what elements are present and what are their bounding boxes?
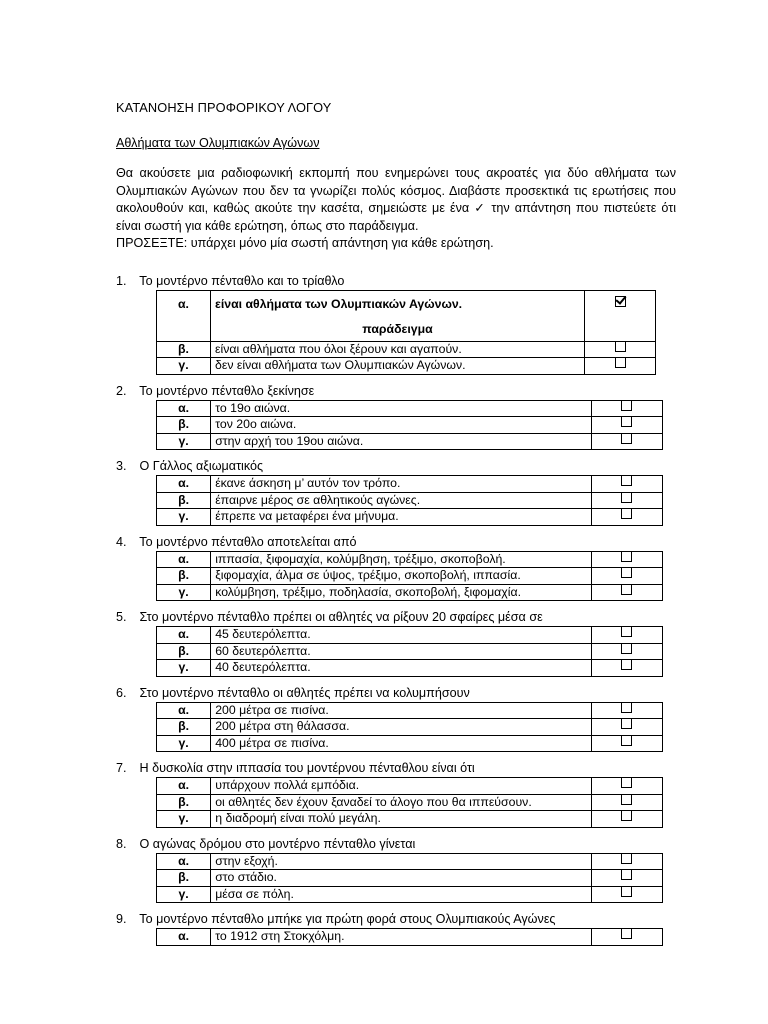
option-row <box>157 794 663 811</box>
option-row <box>157 417 663 434</box>
option-letter: α. <box>157 476 211 493</box>
option-row <box>157 929 663 946</box>
option-text: 60 δευτερόλεπτα. <box>211 643 592 660</box>
question-number: 3. <box>116 459 127 473</box>
option-row <box>157 568 663 585</box>
option-text: 400 μέτρα σε πισίνα. <box>211 735 592 752</box>
answer-cell <box>591 643 662 660</box>
question-number: 1. <box>116 273 127 288</box>
question-3 <box>116 458 676 526</box>
option-row <box>157 870 663 887</box>
options-table <box>156 702 663 753</box>
options-table <box>156 928 663 946</box>
option-row <box>157 719 663 736</box>
answer-cell <box>591 853 662 870</box>
option-text: το 19ο αιώνα. <box>211 400 592 417</box>
question-number: 4. <box>116 534 127 549</box>
option-text: στην αρχή του 19ου αιώνα. <box>211 433 592 450</box>
option-text: έκανε άσκηση μ’ αυτόν τον τρόπο. <box>211 476 592 493</box>
checkbox-icon[interactable] <box>621 928 632 939</box>
question-prompt: Ο αγώνας δρόμου στο μοντέρνο πένταθλο γίνεται <box>136 836 416 851</box>
option-row <box>157 358 656 375</box>
checkbox-icon[interactable] <box>621 810 632 821</box>
option-text: τον 20ο αιώνα. <box>211 417 592 434</box>
question-1 <box>116 273 676 375</box>
answer-cell <box>585 341 656 358</box>
options-table <box>156 475 663 526</box>
option-letter: α. <box>157 290 211 341</box>
checkbox-icon[interactable] <box>621 718 632 729</box>
option-letter: α. <box>157 627 211 644</box>
question-7 <box>116 760 676 828</box>
option-row <box>157 735 663 752</box>
checkbox-icon[interactable] <box>621 584 632 595</box>
option-text: έπαιρνε μέρος σε αθλητικούς αγώνες. <box>211 492 592 509</box>
option-row <box>157 476 663 493</box>
checked-checkbox-icon[interactable] <box>615 296 626 307</box>
checkbox-icon[interactable] <box>621 551 632 562</box>
options-table <box>156 551 663 602</box>
question-6 <box>116 685 676 753</box>
checkbox-icon[interactable] <box>621 794 632 805</box>
question-text <box>116 685 676 702</box>
option-letter: γ. <box>157 584 211 601</box>
option-letter: γ. <box>157 509 211 526</box>
question-prompt: Το μοντέρνο πένταθλο αποτελείται από <box>136 534 357 549</box>
answer-cell <box>585 358 656 375</box>
option-letter: β. <box>157 643 211 660</box>
checkbox-icon[interactable] <box>621 659 632 670</box>
option-text: είναι αθλήματα που όλοι ξέρουν και αγαπούν. <box>211 341 585 358</box>
checkbox-icon[interactable] <box>621 853 632 864</box>
option-letter: β. <box>157 417 211 434</box>
option-letter: α. <box>157 702 211 719</box>
option-text: 200 μέτρα στη θάλασσα. <box>211 719 592 736</box>
question-prompt: Στο μοντέρνο πένταθλο οι αθλητές πρέπει να κολυμπήσουν <box>136 685 470 700</box>
checkbox-icon[interactable] <box>621 702 632 713</box>
answer-cell <box>591 870 662 887</box>
question-2 <box>116 383 676 451</box>
answer-cell <box>591 417 662 434</box>
option-text: υπάρχουν πολλά εμπόδια. <box>211 778 592 795</box>
answer-cell <box>591 929 662 946</box>
option-text: μέσα σε πόλη. <box>211 886 592 903</box>
option-text: δεν είναι αθλήματα των Ολυμπιακών Αγώνων. <box>211 358 585 375</box>
checkbox-icon[interactable] <box>621 626 632 637</box>
question-prompt: Το μοντέρνο πένταθλο ξεκίνησε <box>136 383 315 398</box>
answer-cell <box>591 778 662 795</box>
option-row <box>157 886 663 903</box>
question-text <box>116 458 676 475</box>
checkbox-icon[interactable] <box>621 735 632 746</box>
answer-cell <box>591 886 662 903</box>
options-table <box>156 853 663 904</box>
option-letter: β. <box>157 794 211 811</box>
checkbox-icon[interactable] <box>621 567 632 578</box>
question-text <box>116 273 676 290</box>
answer-cell <box>591 433 662 450</box>
question-number: 7. <box>116 761 127 775</box>
question-number: 9. <box>116 912 127 926</box>
option-text: είναι αθλήματα των Ολυμπιακών Αγώνων. παράδειγμα <box>211 290 585 341</box>
option-row <box>157 702 663 719</box>
answer-cell <box>591 627 662 644</box>
option-text: 40 δευτερόλεπτα. <box>211 660 592 677</box>
instructions-paragraph: Θα ακούσετε μια ραδιοφωνική εκπομπή που ενημερώνει τους ακροατές για δύο αθλήματα των Ολυμπιακών Αγώνων που δεν τα γνωρίζει πολύς κόσμος. Διαβάστε προσεκτικά τις ερωτήσεις που ακολουθούν και, καθώς ακούτε την κασέτα, σημειώστε με ένα ✓ την απάντηση που πιστεύετε ότι είναι σωστή για κάθε ερώτηση, όπως στο παράδειγμα. <box>116 166 676 233</box>
checkbox-icon[interactable] <box>621 492 632 503</box>
option-letter: α. <box>157 551 211 568</box>
option-text: στο στάδιο. <box>211 870 592 887</box>
option-text: ιππασία, ξιφομαχία, κολύμβηση, τρέξιμο, σκοποβολή. <box>211 551 592 568</box>
document-page <box>116 100 676 954</box>
question-prompt: Το μοντέρνο πένταθλο μπήκε για πρώτη φορά στους Ολυμπιακούς Αγώνες <box>136 912 556 926</box>
question-text <box>116 609 676 626</box>
option-row <box>157 811 663 828</box>
option-letter: γ. <box>157 735 211 752</box>
answer-cell <box>591 584 662 601</box>
answer-cell <box>591 492 662 509</box>
option-row <box>157 509 663 526</box>
question-4 <box>116 534 676 602</box>
option-text: το 1912 στη Στοκχόλμη. <box>211 929 592 946</box>
answer-cell <box>591 400 662 417</box>
answer-cell <box>591 509 662 526</box>
question-text <box>116 911 676 928</box>
option-row <box>157 290 656 341</box>
checkbox-icon[interactable] <box>615 341 626 352</box>
option-row <box>157 433 663 450</box>
question-text <box>116 383 676 400</box>
checkbox-icon[interactable] <box>621 777 632 788</box>
answer-cell <box>591 719 662 736</box>
options-table <box>156 626 663 677</box>
question-number: 5. <box>116 610 127 624</box>
option-text: έπρεπε να μεταφέρει ένα μήνυμα. <box>211 509 592 526</box>
option-text: η διαδρομή είναι πολύ μεγάλη. <box>211 811 592 828</box>
option-text: οι αθλητές δεν έχουν ξαναδεί το άλογο που θα ιππεύσουν. <box>211 794 592 811</box>
question-text <box>116 534 676 551</box>
question-number: 2. <box>116 383 127 398</box>
questions-list <box>116 273 676 946</box>
question-number: 6. <box>116 685 127 700</box>
answer-cell <box>591 551 662 568</box>
option-letter: α. <box>157 929 211 946</box>
option-row <box>157 643 663 660</box>
document-title: ΚΑΤΑΝΟΗΣΗ ΠΡΟΦΟΡΙΚΟΥ ΛΟΓΟΥ <box>116 100 332 115</box>
option-letter: β. <box>157 568 211 585</box>
answer-cell <box>591 735 662 752</box>
question-prompt: Στο μοντέρνο πένταθλο πρέπει οι αθλητές να ρίξουν 20 σφαίρες μέσα σε <box>136 610 543 624</box>
answer-cell <box>585 290 656 341</box>
answer-cell <box>591 794 662 811</box>
option-letter: γ. <box>157 358 211 375</box>
instructions-note: ΠΡΟΣΕΞΤΕ: υπάρχει μόνο μία σωστή απάντηση για κάθε ερώτηση. <box>116 236 494 250</box>
checkbox-icon[interactable] <box>621 416 632 427</box>
question-number: 8. <box>116 836 127 851</box>
option-letter: α. <box>157 778 211 795</box>
answer-cell <box>591 476 662 493</box>
options-table <box>156 400 663 451</box>
checkbox-icon[interactable] <box>621 643 632 654</box>
question-9 <box>116 911 676 946</box>
answer-cell <box>591 702 662 719</box>
option-row <box>157 492 663 509</box>
question-prompt: Ο Γάλλος αξιωματικός <box>136 459 264 473</box>
answer-cell <box>591 568 662 585</box>
option-letter: β. <box>157 870 211 887</box>
option-row <box>157 341 656 358</box>
question-text <box>116 836 676 853</box>
checkbox-icon[interactable] <box>621 475 632 486</box>
option-row <box>157 551 663 568</box>
checkbox-icon[interactable] <box>615 357 626 368</box>
option-letter: γ. <box>157 433 211 450</box>
checkbox-icon[interactable] <box>621 508 632 519</box>
option-row <box>157 660 663 677</box>
options-table <box>156 777 663 828</box>
option-letter: γ. <box>157 811 211 828</box>
option-row <box>157 584 663 601</box>
option-text: στην εξοχή. <box>211 853 592 870</box>
option-text: 200 μέτρα σε πισίνα. <box>211 702 592 719</box>
question-prompt: Το μοντέρνο πένταθλο και το τρίαθλο <box>136 273 345 288</box>
option-text: κολύμβηση, τρέξιμο, ποδηλασία, σκοποβολή, ξιφομαχία. <box>211 584 592 601</box>
document-subtitle: Αθλήματα των Ολυμπιακών Αγώνων <box>116 136 320 150</box>
question-5 <box>116 609 676 677</box>
option-row <box>157 778 663 795</box>
question-prompt: Η δυσκολία στην ιππασία του μοντέρνου πένταθλου είναι ότι <box>136 761 475 775</box>
answer-cell <box>591 811 662 828</box>
options-table <box>156 290 656 375</box>
option-letter: γ. <box>157 660 211 677</box>
checkbox-icon[interactable] <box>621 886 632 897</box>
option-row <box>157 400 663 417</box>
answer-cell <box>591 660 662 677</box>
option-letter: β. <box>157 341 211 358</box>
option-letter: γ. <box>157 886 211 903</box>
checkbox-icon[interactable] <box>621 400 632 411</box>
question-text <box>116 760 676 777</box>
checkbox-icon[interactable] <box>621 433 632 444</box>
option-letter: α. <box>157 853 211 870</box>
example-label: παράδειγμα <box>362 321 433 336</box>
checkbox-icon[interactable] <box>621 869 632 880</box>
option-letter: α. <box>157 400 211 417</box>
option-text: ξιφομαχία, άλμα σε ύψος, τρέξιμο, σκοποβολή, ιππασία. <box>211 568 592 585</box>
option-row <box>157 853 663 870</box>
option-letter: β. <box>157 719 211 736</box>
option-text: 45 δευτερόλεπτα. <box>211 627 592 644</box>
option-letter: β. <box>157 492 211 509</box>
option-row <box>157 627 663 644</box>
question-8 <box>116 836 676 904</box>
